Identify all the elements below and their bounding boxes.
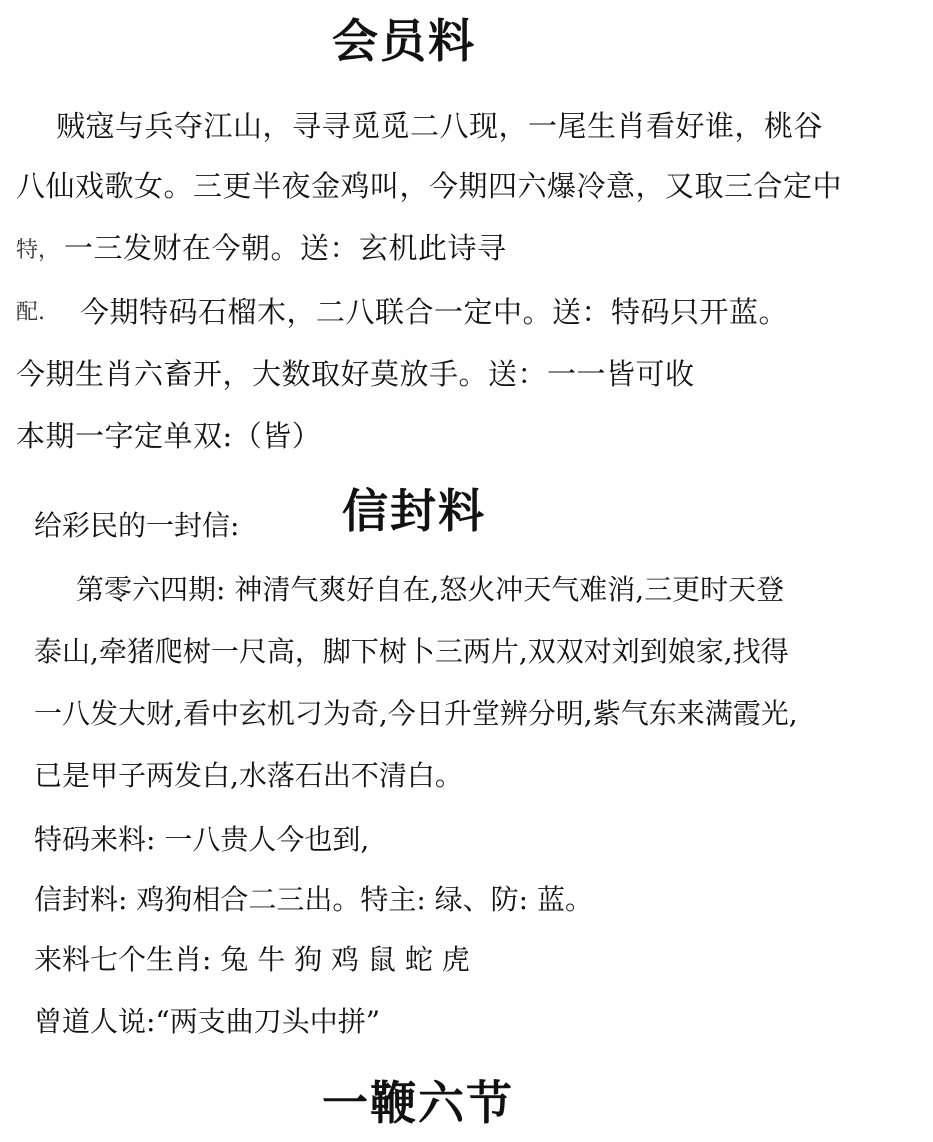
member-text-line-6: 本期一字定单双:（皆） bbox=[16, 419, 322, 453]
member-text-line-2: 八仙戏歌女。三更半夜金鸡叫，今期四六爆冷意，又取三合定中 bbox=[16, 169, 843, 203]
envelope-text-line-7: 来料七个生肖: 兔 牛 狗 鸡 鼠 蛇 虎 bbox=[34, 943, 470, 976]
envelope-text-line-5: 特码来料: 一八贵人今也到, bbox=[34, 823, 370, 856]
member-text-line-5: 今期生肖六畜开，大数取好莫放手。送：一一皆可收 bbox=[16, 357, 695, 391]
envelope-text-line-4: 已是甲子两发白,水落石出不清白。 bbox=[34, 759, 463, 792]
member-line-stub-2: 配. bbox=[16, 300, 45, 325]
section-title-member: 会员料 bbox=[332, 14, 476, 68]
member-line-stub-1: 特， bbox=[16, 238, 61, 263]
member-text-line-1: 贼寇与兵夺江山，寻寻觅觅二八现，一尾生肖看好谁，桃谷 bbox=[56, 109, 824, 143]
section-title-whip: 一鞭六节 bbox=[322, 1076, 514, 1130]
envelope-text-line-2: 泰山,牵猪爬树一尺高，脚下树卜三两片,双双对刘到娘家,找得 bbox=[34, 635, 789, 668]
envelope-text-line-3: 一八发大财,看中玄机刁为奇,今日升堂辨分明,紫气东来满霞光, bbox=[34, 697, 798, 730]
member-text-line-3: 一三发财在今朝。送：玄机此诗寻 bbox=[64, 231, 507, 265]
envelope-text-line-6: 信封料: 鸡狗相合二三出。特主: 绿、防: 蓝。 bbox=[34, 883, 594, 916]
section-title-envelope: 信封料 bbox=[342, 484, 486, 538]
envelope-text-line-1: 第零六四期: 神清气爽好自在,怒火冲天气难消,三更时天登 bbox=[76, 573, 785, 606]
envelope-text-line-8: 曾道人说:“两支曲刀头中拼” bbox=[34, 1005, 381, 1038]
envelope-intro: 给彩民的一封信: bbox=[34, 509, 240, 542]
member-text-line-4: 今期特码石榴木，二八联合一定中。送：特码只开蓝。 bbox=[80, 295, 789, 329]
